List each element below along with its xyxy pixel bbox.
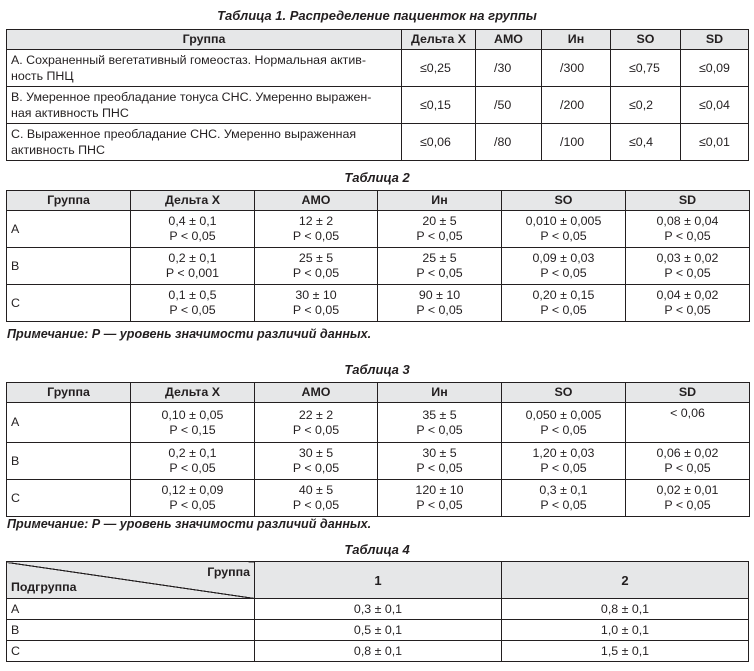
table1-header-row bbox=[7, 30, 749, 50]
table2-header-in: Ин bbox=[378, 191, 502, 211]
table3-header-row bbox=[7, 383, 750, 403]
cell-p-value: P < 0,05 bbox=[416, 422, 463, 437]
table2-cell bbox=[255, 211, 378, 248]
cell-value: 22 ± 2 bbox=[298, 407, 334, 422]
table3-header-group: Группа bbox=[7, 383, 131, 403]
table3-cell bbox=[131, 443, 255, 480]
table3-cell bbox=[626, 403, 750, 443]
cell-value: 0,4 ± 0,1 bbox=[168, 214, 217, 228]
cell-value: 90 ± 10 bbox=[418, 288, 461, 302]
cell-p-value: P < 0,05 bbox=[664, 461, 711, 475]
table1-header-amo: АМО bbox=[476, 30, 542, 50]
cell-p-value: P < 0,05 bbox=[292, 229, 340, 243]
cell-value: 0,3 ± 0,1 bbox=[539, 483, 588, 497]
table2-cell bbox=[131, 248, 255, 285]
cell-p-value: P < 0,05 bbox=[540, 498, 587, 512]
table1-title: Таблица 1. Распределение пациенток на группы bbox=[217, 8, 537, 23]
table2-cell bbox=[255, 285, 378, 322]
table1-cell: ≤0,4 bbox=[611, 124, 681, 161]
table-row bbox=[7, 50, 749, 87]
cell-value: 0,1 ± 0,5 bbox=[168, 288, 217, 302]
cell-value: 0,06 ± 0,02 bbox=[656, 446, 719, 460]
cell-p-value: P < 0,05 bbox=[292, 303, 340, 317]
cell-value: 0,12 ± 0,09 bbox=[161, 483, 224, 497]
table4-header-group-2: 2 bbox=[502, 562, 749, 599]
table-row bbox=[7, 641, 749, 662]
table3-header-in: Ин bbox=[378, 383, 502, 403]
table2-title: Таблица 2 bbox=[344, 170, 410, 185]
table-row bbox=[7, 443, 750, 480]
table2-header-sd: SD bbox=[626, 191, 750, 211]
table3 bbox=[6, 382, 750, 517]
cell-p-value: P < 0,05 bbox=[416, 498, 463, 512]
table3-cell bbox=[502, 403, 626, 443]
table1-cell: ≤0,06 bbox=[402, 124, 476, 161]
table4-cell: 0,5 ± 0,1 bbox=[255, 620, 502, 641]
table4-cell: 1,5 ± 0,1 bbox=[502, 641, 749, 662]
table2-cell bbox=[626, 285, 750, 322]
table-row bbox=[7, 620, 749, 641]
cell-value: 0,08 ± 0,04 bbox=[656, 214, 719, 228]
cell-p-value: P < 0,05 bbox=[664, 229, 711, 243]
table4-subgroup-label: B bbox=[7, 620, 255, 641]
table-row bbox=[7, 285, 750, 322]
table1-header-delta-x: Дельта X bbox=[402, 30, 476, 50]
cell-value: 0,02 ± 0,01 bbox=[656, 483, 719, 497]
table1-header-in: Ин bbox=[542, 30, 611, 50]
cell-p-value: P < 0,05 bbox=[169, 229, 216, 243]
cell-p-value: P < 0,05 bbox=[169, 498, 216, 512]
table3-cell bbox=[378, 443, 502, 480]
table2-cell bbox=[131, 211, 255, 248]
table3-cell bbox=[255, 443, 378, 480]
table2-cell bbox=[626, 248, 750, 285]
table3-cell bbox=[626, 443, 750, 480]
cell-value: 0,010 ± 0,005 bbox=[525, 214, 602, 228]
table2-group-label: B bbox=[7, 248, 131, 285]
table1-header-sd: SD bbox=[681, 30, 749, 50]
table4-cell: 1,0 ± 0,1 bbox=[502, 620, 749, 641]
table3-cell bbox=[255, 480, 378, 517]
cell-value: 0,2 ± 0,1 bbox=[168, 446, 217, 460]
table3-header-delta-x: Дельта X bbox=[131, 383, 255, 403]
table3-cell bbox=[255, 403, 378, 443]
cell-p-value: P < 0,05 bbox=[664, 498, 711, 512]
cell-p-value: P < 0,05 bbox=[292, 461, 340, 475]
table4-corner-subgroup-label: Подгруппа bbox=[11, 580, 77, 594]
table3-cell bbox=[502, 480, 626, 517]
table2-cell bbox=[131, 285, 255, 322]
table3-header-sd: SD bbox=[626, 383, 750, 403]
table1-cell: /300 bbox=[542, 50, 611, 87]
cell-p-value: P < 0,05 bbox=[540, 422, 587, 437]
table4 bbox=[6, 561, 749, 662]
table4-subgroup-label: C bbox=[7, 641, 255, 662]
table3-group-label: B bbox=[7, 443, 131, 480]
cell-value: 0,10 ± 0,05 bbox=[161, 407, 224, 422]
table3-group-label: C bbox=[7, 480, 131, 517]
table1-header-group: Группа bbox=[7, 30, 402, 50]
table3-cell bbox=[626, 480, 750, 517]
cell-value: 30 ± 10 bbox=[295, 288, 337, 302]
table3-cell bbox=[131, 403, 255, 443]
table2-group-label: C bbox=[7, 285, 131, 322]
table4-cell: 0,8 ± 0,1 bbox=[502, 599, 749, 620]
table4-title: Таблица 4 bbox=[344, 542, 410, 557]
table2-header-so: SO bbox=[502, 191, 626, 211]
cell-value: < 0,06 bbox=[670, 406, 705, 420]
cell-value: 30 ± 5 bbox=[422, 446, 457, 460]
cell-p-value: P < 0,05 bbox=[540, 266, 587, 280]
cell-p-value: P < 0,05 bbox=[169, 303, 216, 317]
table2-header-amo: АМО bbox=[255, 191, 378, 211]
table-row bbox=[7, 211, 750, 248]
table1-cell: ≤0,2 bbox=[611, 87, 681, 124]
table2 bbox=[6, 190, 750, 322]
cell-value: 25 ± 5 bbox=[298, 251, 334, 265]
table2-cell bbox=[255, 248, 378, 285]
cell-value: 1,20 ± 0,03 bbox=[532, 446, 595, 460]
table3-cell bbox=[378, 480, 502, 517]
cell-p-value: P < 0,05 bbox=[416, 266, 463, 280]
table3-group-label: A bbox=[7, 403, 131, 443]
table2-cell bbox=[378, 211, 502, 248]
table1-cell: /200 bbox=[542, 87, 611, 124]
cell-p-value: P < 0,05 bbox=[292, 498, 340, 512]
table-row bbox=[7, 403, 750, 443]
table1-cell: ≤0,01 bbox=[681, 124, 749, 161]
table4-corner-group-label: Группа bbox=[207, 565, 250, 579]
table1-group-description: С. Выраженное преобладание СНС. Умеренно выраженная активность ПНС bbox=[7, 124, 402, 161]
cell-p-value: P < 0,05 bbox=[540, 229, 587, 243]
cell-value: 0,2 ± 0,1 bbox=[168, 251, 217, 265]
table1-cell: ≤0,09 bbox=[681, 50, 749, 87]
table3-cell bbox=[131, 480, 255, 517]
table-row bbox=[7, 124, 749, 161]
cell-p-value: P < 0,001 bbox=[165, 266, 220, 280]
table2-cell bbox=[378, 248, 502, 285]
cell-value: 30 ± 5 bbox=[298, 446, 334, 460]
table2-cell bbox=[502, 248, 626, 285]
cell-p-value: P < 0,15 bbox=[169, 422, 216, 437]
table3-cell bbox=[378, 403, 502, 443]
cell-value: 25 ± 5 bbox=[422, 251, 457, 265]
table1-cell: /50 bbox=[476, 87, 542, 124]
table4-header-group-1: 1 bbox=[255, 562, 502, 599]
cell-p-value: P < 0,05 bbox=[292, 422, 340, 437]
table4-cell: 0,3 ± 0,1 bbox=[255, 599, 502, 620]
table2-header-delta-x: Дельта X bbox=[131, 191, 255, 211]
cell-p-value: P < 0,05 bbox=[664, 303, 711, 317]
table3-header-so: SO bbox=[502, 383, 626, 403]
table1-cell: ≤0,25 bbox=[402, 50, 476, 87]
table3-title: Таблица 3 bbox=[344, 362, 410, 377]
table2-note: Примечание: Р — уровень значимости различий данных. bbox=[7, 327, 372, 341]
cell-p-value: P < 0,05 bbox=[292, 266, 340, 280]
cell-p-value: P < 0,05 bbox=[416, 303, 463, 317]
table4-corner-cell bbox=[7, 562, 255, 599]
table1-cell: ≤0,04 bbox=[681, 87, 749, 124]
table2-header-row bbox=[7, 191, 750, 211]
table1 bbox=[6, 29, 749, 161]
cell-p-value: P < 0,05 bbox=[540, 461, 587, 475]
table-row bbox=[7, 599, 749, 620]
table-row bbox=[7, 480, 750, 517]
cell-p-value: P < 0,05 bbox=[416, 461, 463, 475]
table-row bbox=[7, 87, 749, 124]
table2-cell bbox=[626, 211, 750, 248]
table4-header-row bbox=[7, 562, 749, 599]
table2-cell bbox=[502, 211, 626, 248]
table1-header-so: SO bbox=[611, 30, 681, 50]
cell-p-value: P < 0,05 bbox=[169, 461, 216, 475]
table1-group-description: В. Умеренное преобладание тонуса СНС. Умеренно выражен- ная активность ПНС bbox=[7, 87, 402, 124]
table3-header-amo: АМО bbox=[255, 383, 378, 403]
table4-subgroup-label: A bbox=[7, 599, 255, 620]
table1-cell: ≤0,75 bbox=[611, 50, 681, 87]
cell-value: 0,050 ± 0,005 bbox=[525, 407, 602, 422]
cell-p-value: P < 0,05 bbox=[416, 229, 463, 243]
cell-value: 0,20 ± 0,15 bbox=[532, 288, 595, 302]
table1-cell: /30 bbox=[476, 50, 542, 87]
table-row bbox=[7, 248, 750, 285]
table1-group-description: А. Сохраненный вегетативный гомеостаз. Нормальная актив- ность ПНЦ bbox=[7, 50, 402, 87]
table1-cell: /100 bbox=[542, 124, 611, 161]
cell-value: 0,04 ± 0,02 bbox=[656, 288, 719, 302]
table2-cell bbox=[502, 285, 626, 322]
cell-value: 120 ± 10 bbox=[415, 483, 464, 497]
cell-p-value: P < 0,05 bbox=[540, 303, 587, 317]
cell-value: 12 ± 2 bbox=[298, 214, 334, 228]
table4-cell: 0,8 ± 0,1 bbox=[255, 641, 502, 662]
cell-value: 0,09 ± 0,03 bbox=[532, 251, 595, 265]
table2-cell bbox=[378, 285, 502, 322]
table1-cell: ≤0,15 bbox=[402, 87, 476, 124]
cell-p-value: P < 0,05 bbox=[664, 266, 711, 280]
table3-note: Примечание: Р — уровень значимости различий данных. bbox=[7, 517, 372, 531]
table3-cell bbox=[502, 443, 626, 480]
cell-value: 20 ± 5 bbox=[422, 214, 457, 228]
cell-value: 35 ± 5 bbox=[422, 407, 457, 422]
cell-value: 0,03 ± 0,02 bbox=[656, 251, 719, 265]
table1-cell: /80 bbox=[476, 124, 542, 161]
cell-value: 40 ± 5 bbox=[298, 483, 334, 497]
table2-header-group: Группа bbox=[7, 191, 131, 211]
table2-group-label: A bbox=[7, 211, 131, 248]
